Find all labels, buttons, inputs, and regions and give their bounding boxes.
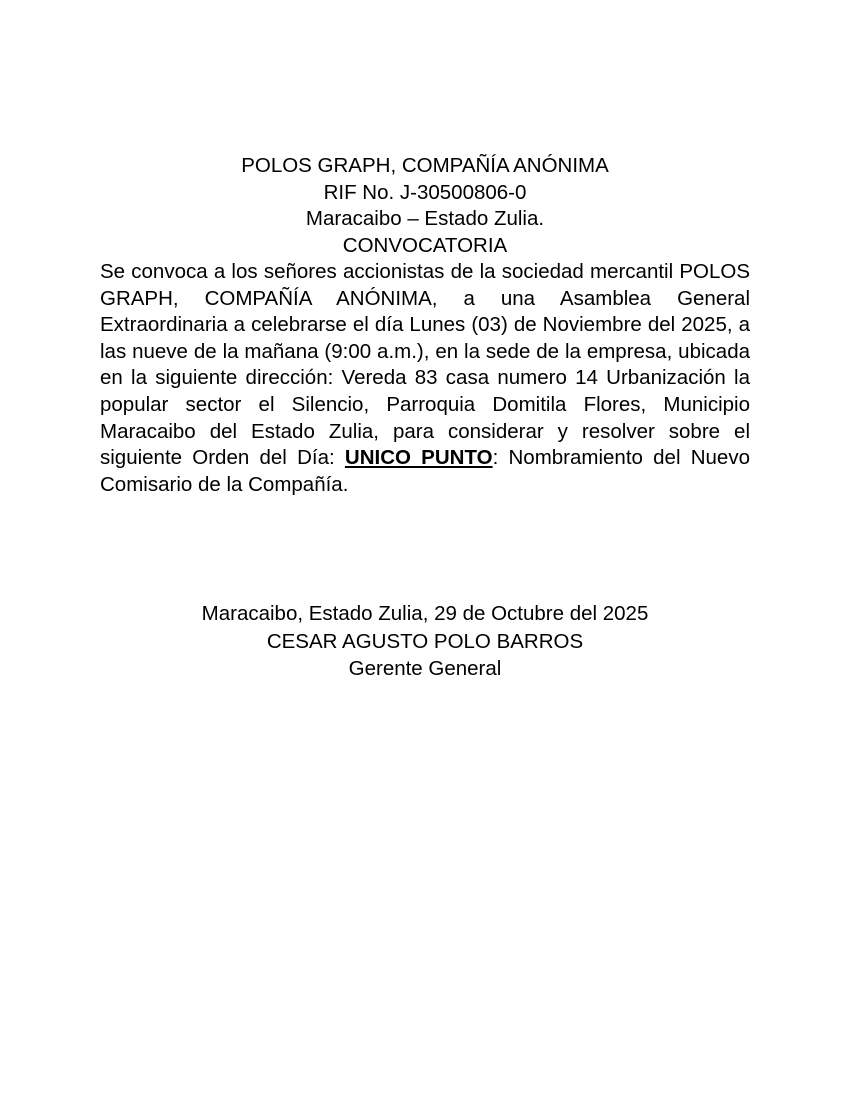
place-date: Maracaibo, Estado Zulia, 29 de Octubre del 2025	[201, 602, 649, 625]
convocation-intro: Se convoca a los señores accionistas de la sociedad mercantil POLOS GRAPH, COMPAÑÍA ANÓNIMA, a una Asamblea General Extraordinaria a celebrarse el día Lunes (03) de Noviembre del 2025, a las nueve de la mañana (9:00 a.m.), en la sede de la empresa, ubicada en la siguiente dirección: Vereda 83 casa numero 14 Urbanización la popular sector el Silencio, Parroquia Domitila Flores, Municipio Maracaibo del Estado Zulia, para considerar y resolver sobre el siguiente Orden del Día:	[100, 260, 750, 470]
document-header	[100, 153, 750, 259]
rif-number: RIF No. J-30500806-0	[323, 180, 527, 204]
agenda-point-label: UNICO PUNTO	[344, 446, 493, 470]
document-footer	[100, 600, 750, 683]
signer-title: Gerente General	[348, 657, 502, 680]
signer-name: CESAR AGUSTO POLO BARROS	[266, 629, 584, 653]
location-line: Maracaibo – Estado Zulia.	[305, 207, 545, 231]
document-heading: CONVOCATORIA	[342, 233, 508, 257]
convocation-body	[100, 259, 750, 498]
company-name: POLOS GRAPH, COMPAÑÍA ANÓNIMA	[241, 154, 609, 177]
agenda-point-text: : Nombramiento del Nuevo Comisario de la Compañía.	[100, 446, 750, 496]
